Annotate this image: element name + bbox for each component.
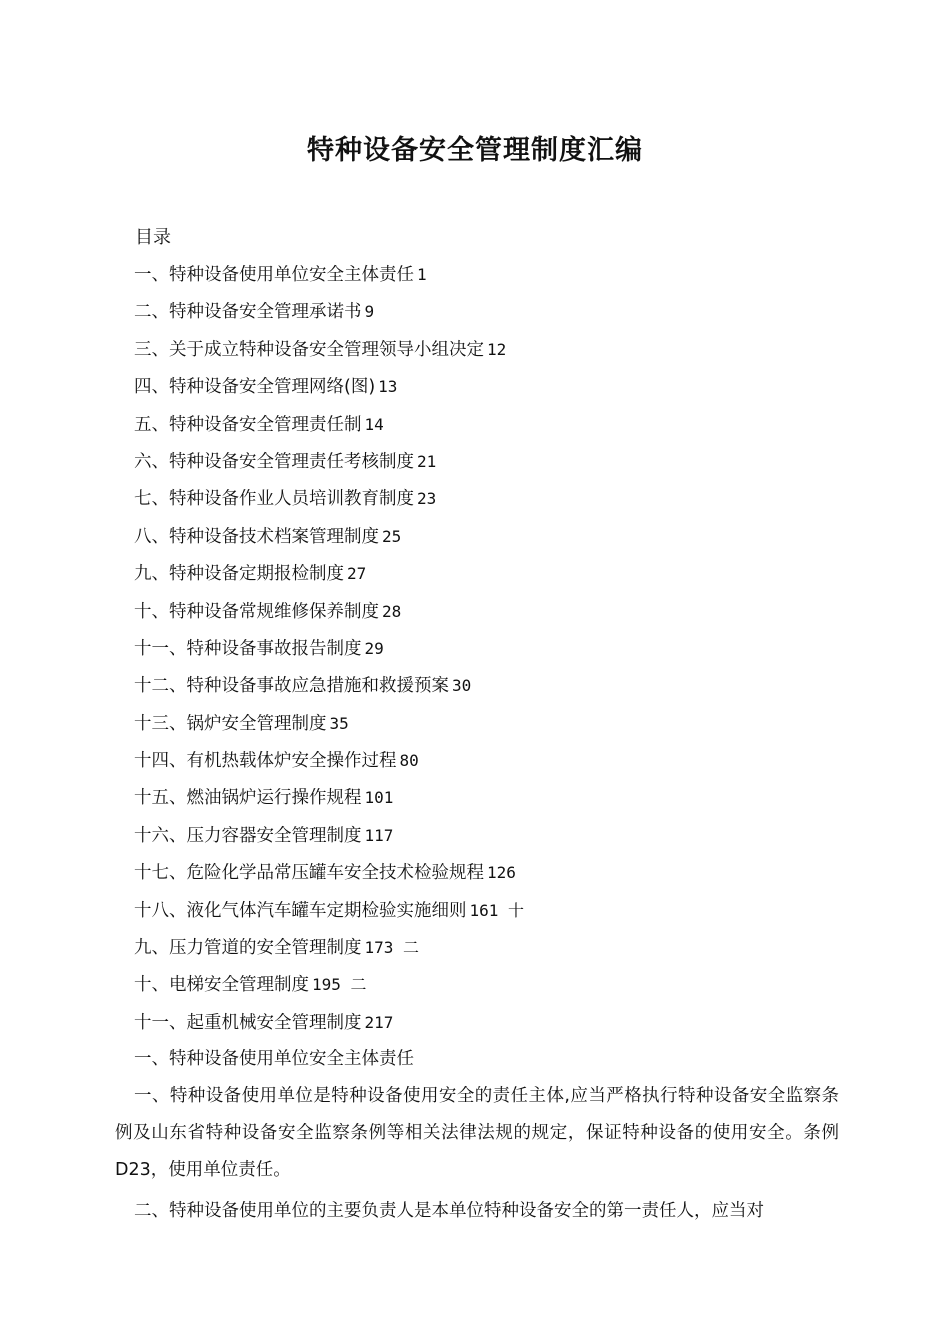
toc-item-label: 六、特种设备安全管理责任考核制度 (134, 451, 414, 472)
toc-item-page-number: 126 (487, 863, 516, 883)
toc-item[interactable] (134, 635, 524, 672)
toc-item-page-number: 13 (378, 377, 398, 397)
toc-item-page-number: 23 (417, 489, 437, 509)
toc-item-page-number: 25 (382, 526, 402, 546)
toc-item-page-number: 35 (329, 713, 349, 733)
toc-item-page-number: 9 (364, 302, 375, 322)
toc-item-page-number: 14 (364, 414, 384, 434)
toc-item-label: 一、特种设备使用单位安全主体责任 (134, 265, 414, 285)
toc-item[interactable] (134, 971, 524, 1008)
toc-item-label: 十二、特种设备事故应急措施和救援预案 (134, 676, 449, 697)
toc-item-label: 十一、起重机械安全管理制度 (134, 1012, 362, 1033)
toc-item-page-number: 12 (487, 339, 507, 359)
toc-item-label: 十七、危险化学品常压罐车安全技术检验规程 (134, 863, 484, 884)
toc-item-page-number: 80 (399, 751, 419, 771)
toc-item-label: 九、压力管道的安全管理制度 (134, 938, 362, 959)
toc-item-page-number: 27 (347, 564, 367, 584)
toc-item-page-number: 1 (417, 265, 427, 284)
toc-item-label: 九、特种设备定期报检制度 (134, 564, 344, 585)
toc-item-page-number: 217 (364, 1012, 394, 1032)
toc-item[interactable] (134, 411, 524, 448)
toc-item-label: 七、特种设备作业人员培训教育制度 (134, 489, 414, 510)
toc-item-page-number: 195 二 (312, 975, 367, 995)
toc-item-page-number: 173 二 (364, 938, 420, 958)
toc-item-label: 三、关于成立特种设备安全管理领导小组决定 (134, 339, 484, 360)
toc-item[interactable] (134, 897, 524, 934)
toc-item[interactable] (134, 485, 524, 522)
toc-item[interactable] (134, 859, 524, 896)
section-heading: 一、特种设备使用单位安全主体责任 (134, 1049, 414, 1069)
toc-item-label: 八、特种设备技术档案管理制度 (134, 526, 379, 547)
toc-item-label: 十五、燃油锅炉运行操作规程 (134, 788, 362, 809)
toc-item-label: 四、特种设备安全管理网络(图) (134, 377, 376, 398)
toc-item[interactable] (134, 448, 524, 485)
body-paragraph-2: 二、特种设备使用单位的主要负责人是本单位特种设备安全的第一责任人，应当对 (134, 1201, 764, 1221)
toc-item-label: 二、特种设备安全管理承诺书 (134, 302, 362, 323)
toc-heading: 目录 (135, 227, 171, 248)
toc-item-label: 十、特种设备常规维修保养制度 (134, 601, 379, 622)
toc-item[interactable] (134, 598, 524, 635)
toc-item-label: 十一、特种设备事故报告制度 (134, 638, 362, 659)
toc-item[interactable] (134, 1009, 524, 1046)
toc-item-label: 十三、锅炉安全管理制度 (134, 713, 327, 734)
toc-item-page-number: 161 十 (469, 900, 525, 920)
toc-item[interactable] (134, 710, 524, 747)
toc-item-page-number: 28 (382, 601, 402, 621)
toc-item-label: 十六、压力容器安全管理制度 (134, 825, 362, 846)
toc-item[interactable] (134, 336, 524, 373)
toc-item[interactable] (134, 373, 524, 410)
toc-item-label: 十八、液化气体汽车罐车定期检验实施细则 (134, 900, 467, 921)
document-title: 特种设备安全管理制度汇编 (307, 135, 643, 166)
toc-item[interactable] (134, 747, 524, 784)
toc-item[interactable] (134, 672, 524, 709)
toc-item-page-number: 29 (364, 638, 384, 658)
toc-item-page-number: 21 (417, 451, 437, 471)
table-of-contents (134, 261, 524, 1046)
toc-item[interactable] (134, 298, 524, 335)
toc-item-page-number: 30 (452, 676, 472, 696)
toc-item-page-number: 101 (364, 788, 394, 808)
toc-item[interactable] (134, 784, 524, 821)
toc-item[interactable] (134, 822, 524, 859)
toc-item[interactable] (134, 523, 524, 560)
toc-item-label: 五、特种设备安全管理责任制 (134, 414, 362, 435)
toc-item[interactable] (134, 934, 524, 971)
body-paragraph-1: 一、特种设备使用单位是特种设备使用安全的责任主体,应当严格执行特种设备安全监察条例及山东省特种设备安全监察条例等相关法律法规的规定，保证特种设备的使用安全。条例D23，使用单位责任。 (115, 1086, 839, 1180)
toc-item-page-number: 117 (364, 825, 394, 845)
toc-item-label: 十四、有机热载体炉安全操作过程 (134, 751, 397, 772)
toc-item[interactable] (134, 560, 524, 597)
toc-item-label: 十、电梯安全管理制度 (134, 975, 309, 996)
toc-item[interactable] (134, 261, 524, 298)
